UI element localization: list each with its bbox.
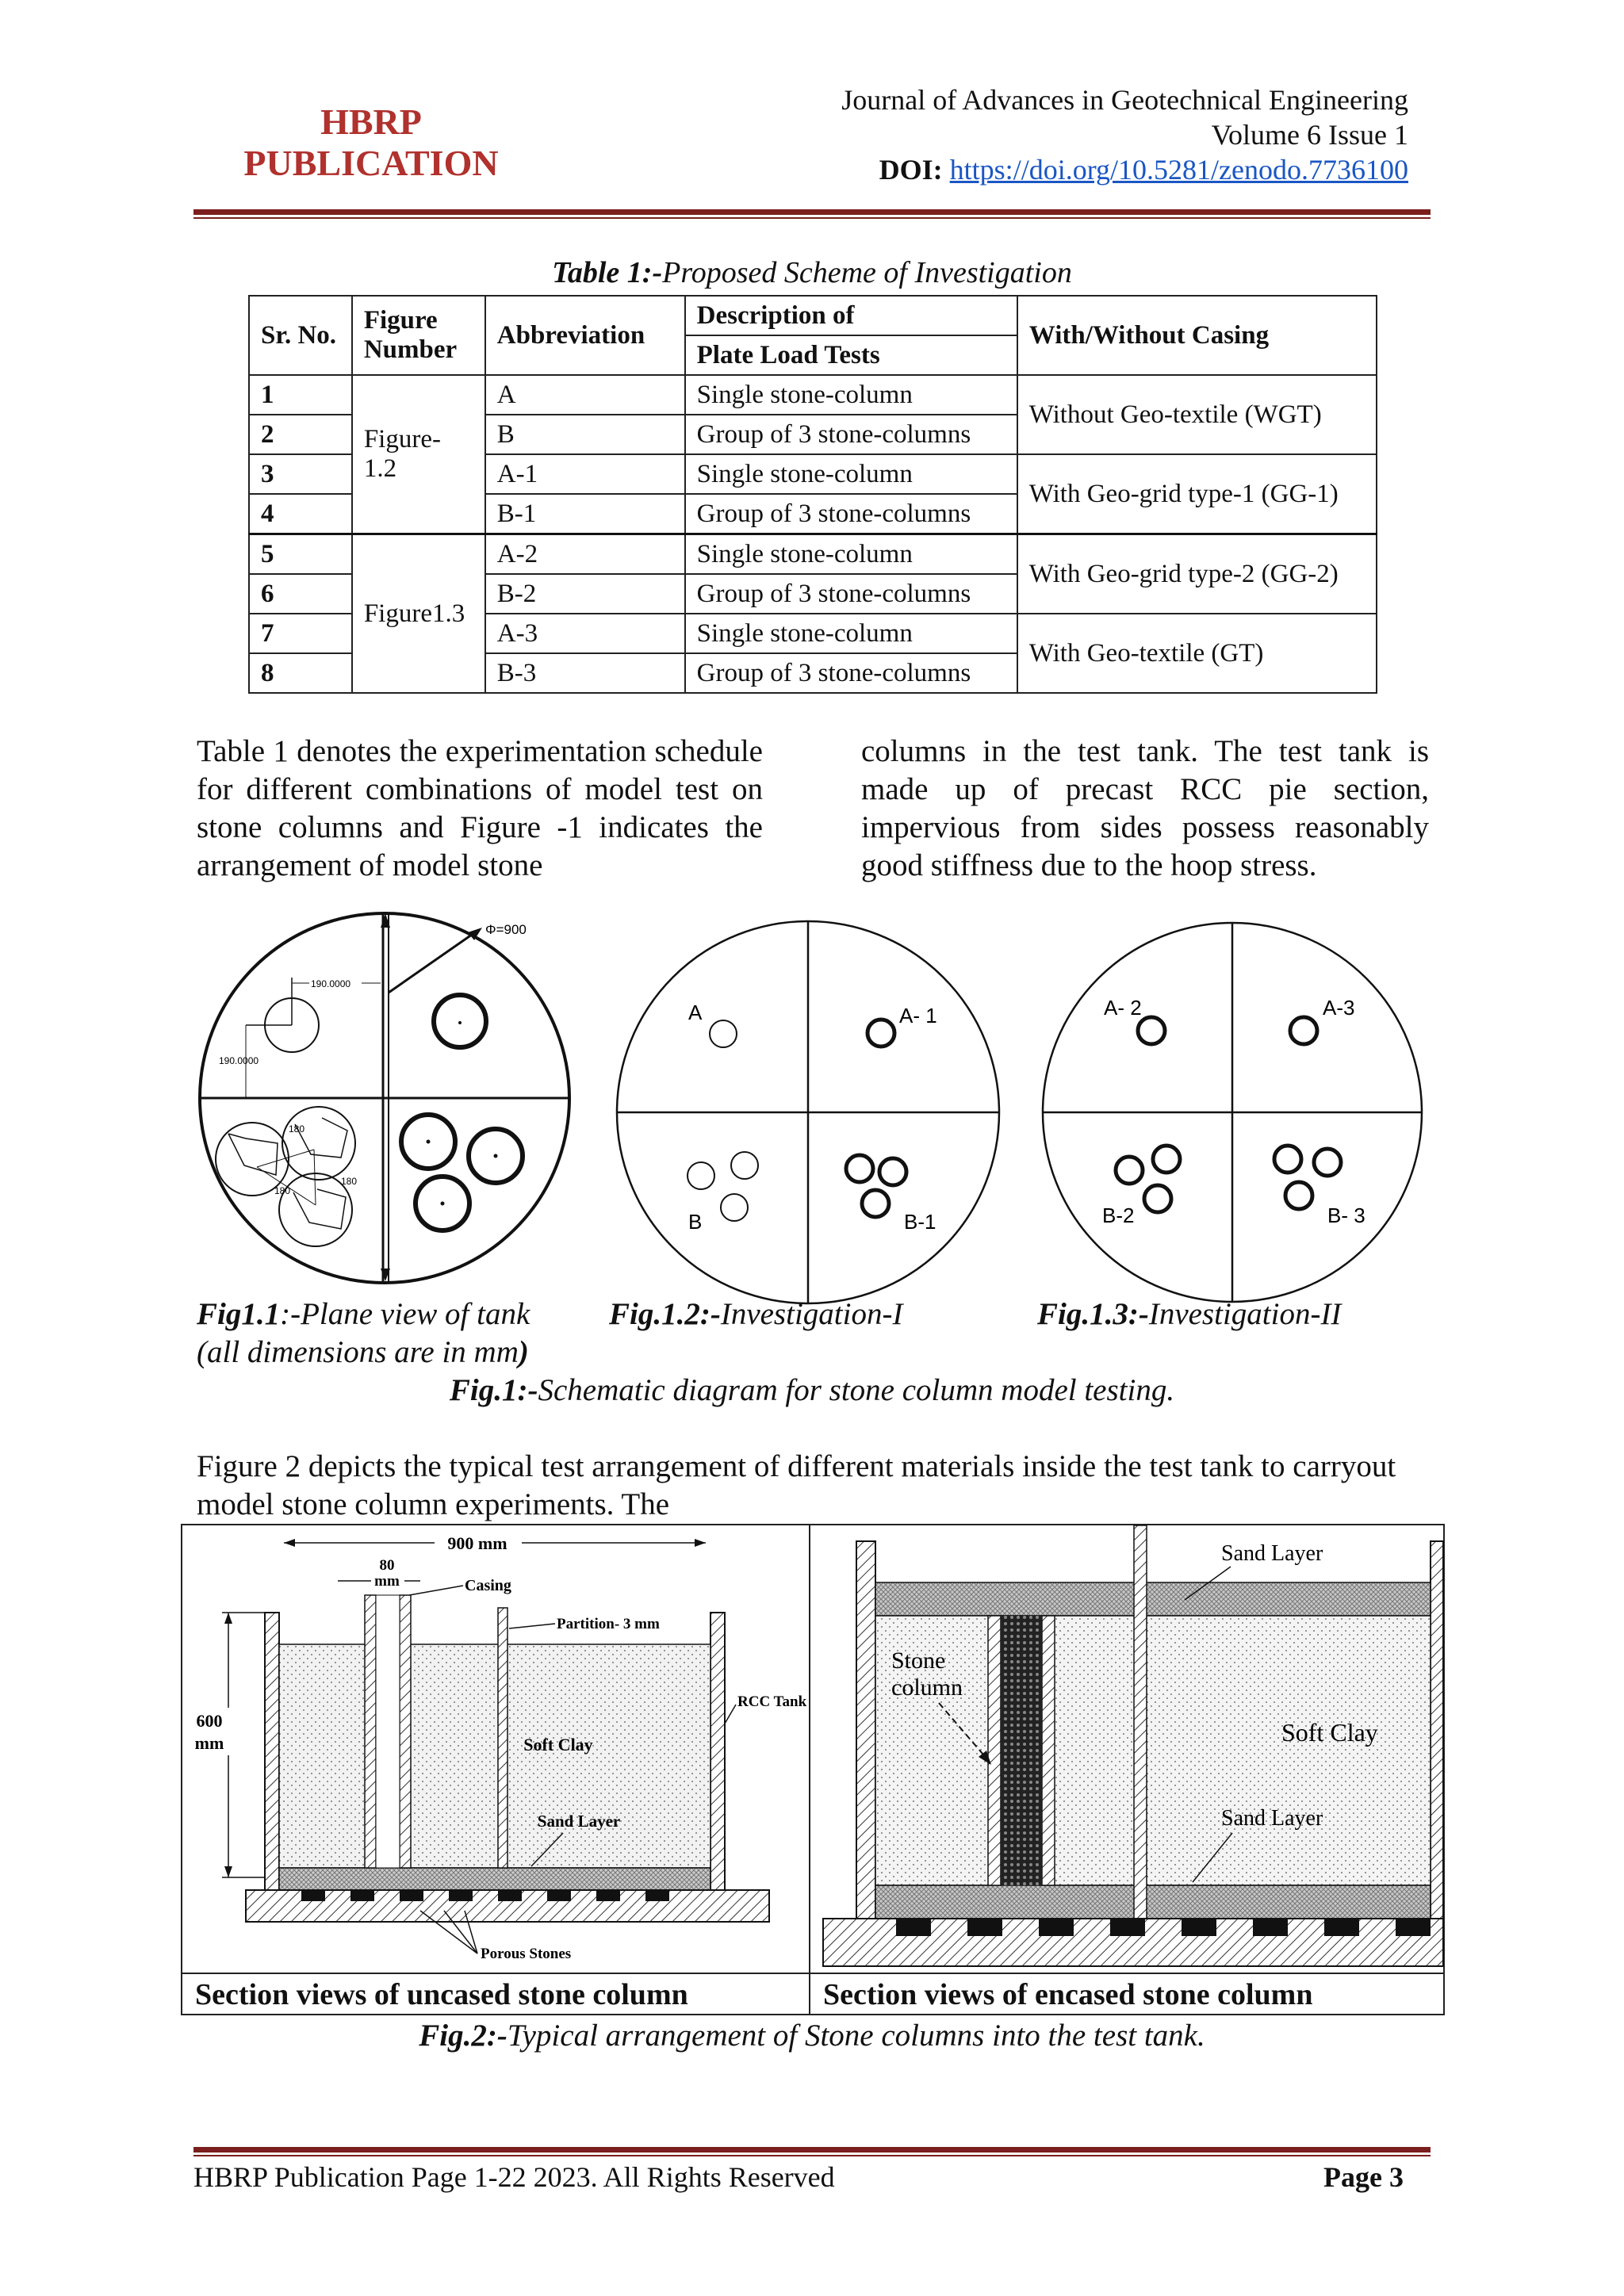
journal-header (841, 82, 1408, 187)
cell-abbr: B-2 (485, 574, 685, 614)
header-abbr: Abbreviation (485, 296, 685, 375)
label-a1: A- 1 (899, 1004, 937, 1027)
dim-vertical: 190.0000 (219, 1055, 259, 1066)
paragraph-figure2: Figure 2 depicts the typical test arrangement of different materials inside the test tank to carryout model stone column experiments. The (197, 1449, 1396, 1521)
fig1-main-caption (0, 1372, 1624, 1410)
investigation-2-diagram (1042, 926, 1431, 1299)
cell-casing: With Geo-textile (GT) (1017, 614, 1377, 693)
cell-abbr: A-2 (485, 534, 685, 575)
header-casing: With/Without Casing (1017, 296, 1377, 375)
cell-casing: With Geo-grid type-1 (GG-1) (1017, 454, 1377, 534)
journal-title: Journal of Advances in Geotechnical Engineering (841, 84, 1408, 116)
uncased-label: Section views of uncased stone column (195, 1978, 688, 2011)
sand-layer-bottom-label: Sand Layer (1221, 1806, 1323, 1831)
cell-sr: 1 (249, 375, 352, 415)
height-label-1: 600 (196, 1711, 223, 1731)
header-desc-bottom: Plate Load Tests (685, 335, 1017, 375)
cell-abbr: B (485, 415, 685, 454)
cell-desc: Group of 3 stone-columns (685, 653, 1017, 693)
porous-stones-label: Porous Stones (481, 1946, 572, 1962)
table-caption-text: Proposed Scheme of Investigation (662, 256, 1072, 289)
cell-desc: Group of 3 stone-columns (685, 574, 1017, 614)
table-row (249, 534, 1377, 575)
width-label: 900 mm (447, 1533, 508, 1553)
cell-desc: Group of 3 stone-columns (685, 494, 1017, 534)
cell-sr: 4 (249, 494, 352, 534)
investigation-table (248, 295, 1377, 694)
fig1-3-text: Investigation-II (1148, 1297, 1342, 1331)
fig1-1-paren: ) (518, 1335, 529, 1369)
cell-desc: Single stone-column (685, 454, 1017, 494)
cell-desc: Single stone-column (685, 375, 1017, 415)
label-b1: B-1 (904, 1210, 936, 1234)
table-caption-label: Table 1:- (552, 256, 663, 289)
doi-link[interactable]: https://doi.org/10.5281/zenodo.7736100 (949, 154, 1408, 186)
stone-column-label-1: Stone (891, 1647, 946, 1674)
paragraph-left: Table 1 denotes the experimentation schedule for different combinations of model test on stone columns and Figure -1 indicates the arrangement of model stone (197, 734, 763, 882)
header-rule (193, 209, 1431, 219)
diameter-label: Φ=900 (485, 922, 527, 937)
cell-desc: Group of 3 stone-columns (685, 415, 1017, 454)
cell-sr: 2 (249, 415, 352, 454)
logo-line2: PUBLICATION (243, 143, 499, 183)
cell-abbr: B-3 (485, 653, 685, 693)
fig1-1-text-2: (all dimensions are in mm (197, 1335, 519, 1369)
cell-figure-group: Figure- 1.2 (352, 375, 485, 534)
fig1-1-label: Fig1.1 (197, 1297, 281, 1331)
cell-sr: 6 (249, 574, 352, 614)
uncased-section-view (182, 1525, 807, 1971)
cell-desc: Single stone-column (685, 534, 1017, 575)
figure2-divider (809, 1524, 810, 2015)
fig2-caption (0, 2017, 1624, 2055)
fig2-text: Typical arrangement of Stone columns into the test tank. (507, 2019, 1205, 2053)
casing-width-1: 80 (379, 1557, 395, 1574)
encased-label: Section views of encased stone column (823, 1978, 1313, 2011)
fig1-1-caption (197, 1295, 530, 1372)
header-desc-top: Description of (685, 296, 1017, 335)
paragraph-right: columns in the test tank. The test tank is made up of precast RCC pie section, impervious from sides possess reasonably good stiffness due to the hoop stress. (861, 734, 1429, 882)
cell-sr: 5 (249, 534, 352, 575)
stone-column-label-2: column (891, 1674, 963, 1701)
cell-abbr: A-1 (485, 454, 685, 494)
tank-plan-view (190, 920, 603, 1284)
cell-figure-group: Figure1.3 (352, 534, 485, 694)
page-number: Page 3 (1323, 2161, 1404, 2193)
label-b: B (688, 1210, 703, 1234)
cell-casing: Without Geo-textile (WGT) (1017, 375, 1377, 454)
casing-label: Casing (465, 1577, 511, 1594)
cell-abbr: B-1 (485, 494, 685, 534)
fig1-3-caption (1037, 1295, 1341, 1334)
label-a2: A- 2 (1104, 996, 1142, 1020)
journal-doi (841, 152, 1408, 187)
dim-spacing-3: 180 (274, 1185, 291, 1196)
height-label-2: mm (194, 1733, 224, 1753)
fig1-2-label: Fig.1.2:- (609, 1297, 721, 1331)
encased-section-view (812, 1525, 1443, 1971)
fig1-1-text: :-Plane view of tank (280, 1297, 530, 1331)
cell-abbr: A-3 (485, 614, 685, 653)
label-b3: B- 3 (1327, 1203, 1365, 1227)
table-caption (0, 255, 1624, 290)
publisher-logo (220, 101, 522, 184)
casing-width-2: mm (374, 1573, 400, 1590)
header-figure: Figure Number (352, 296, 485, 375)
dim-spacing-2: 180 (341, 1176, 358, 1187)
soft-clay-right-label: Soft Clay (1281, 1718, 1378, 1747)
dim-horizontal: 190.0000 (311, 978, 351, 989)
doi-label: DOI: (879, 154, 943, 186)
partition-label: Partition- 3 mm (557, 1616, 660, 1632)
journal-volume: Volume 6 Issue 1 (1211, 119, 1408, 151)
fig1-2-caption (609, 1295, 902, 1334)
cell-casing: With Geo-grid type-2 (GG-2) (1017, 534, 1377, 614)
cell-sr: 8 (249, 653, 352, 693)
label-a: A (688, 1001, 703, 1024)
cell-sr: 7 (249, 614, 352, 653)
footer-text: HBRP Publication Page 1-22 2023. All Rights Reserved (193, 2161, 835, 2193)
logo-line1: HBRP (320, 101, 422, 142)
investigation-1-diagram (615, 926, 1004, 1299)
fig1-main-label: Fig.1:- (449, 1373, 538, 1407)
label-a3: A-3 (1323, 996, 1355, 1020)
page-footer (193, 2160, 1404, 2194)
fig1-3-label: Fig.1.3:- (1037, 1297, 1149, 1331)
soft-clay-label: Soft Clay (523, 1735, 593, 1755)
sand-layer-label: Sand Layer (537, 1812, 621, 1831)
footer-rule (193, 2147, 1431, 2156)
label-b2: B-2 (1102, 1203, 1135, 1227)
cell-desc: Single stone-column (685, 614, 1017, 653)
sand-layer-top-label: Sand Layer (1221, 1541, 1323, 1566)
rcc-tank-label: RCC Tank (737, 1693, 807, 1710)
dim-spacing-1: 180 (289, 1123, 305, 1135)
cell-abbr: A (485, 375, 685, 415)
fig1-main-text: Schematic diagram for stone column model testing. (538, 1373, 1175, 1407)
fig1-2-text: Investigation-I (720, 1297, 903, 1331)
table-row (249, 375, 1377, 415)
fig2-label: Fig.2:- (419, 2019, 508, 2053)
header-sr: Sr. No. (249, 296, 352, 375)
cell-sr: 3 (249, 454, 352, 494)
